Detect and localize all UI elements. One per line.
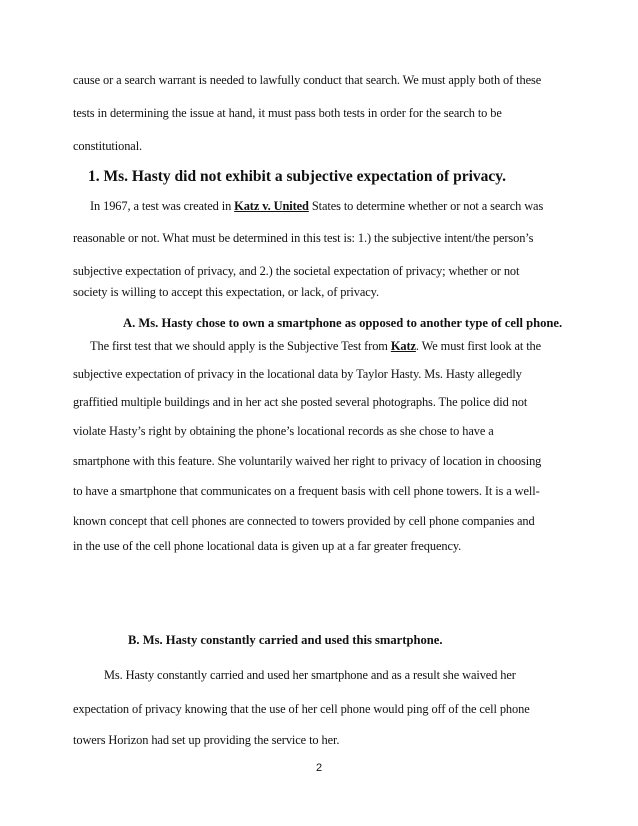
body-line: towers Horizon had set up providing the service to her. bbox=[73, 733, 340, 747]
body-line: cause or a search warrant is needed to lawfully conduct that search. We must apply both of these bbox=[73, 73, 542, 87]
body-line: Ms. Hasty constantly carried and used her smartphone and as a result she waived her bbox=[104, 668, 516, 682]
text-run: States to determine whether or not a search was bbox=[308, 199, 544, 213]
body-line: graffitied multiple buildings and in her act she posted several photographs. The police did not bbox=[73, 395, 528, 409]
subsection-heading: B. Ms. Hasty constantly carried and used this smartphone. bbox=[128, 633, 443, 647]
case-citation: Katz bbox=[390, 339, 416, 353]
body-line: smartphone with this feature. She voluntarily waived her right to privacy of location in choosing bbox=[73, 454, 542, 468]
body-line bbox=[90, 339, 541, 354]
body-line bbox=[90, 199, 543, 214]
case-citation: Katz v. United bbox=[234, 199, 309, 213]
body-line: society is willing to accept this expectation, or lack, of privacy. bbox=[73, 285, 379, 299]
body-line: expectation of privacy knowing that the use of her cell phone would ping off of the cell phone bbox=[73, 702, 530, 716]
body-line: constitutional. bbox=[73, 139, 143, 153]
text-run: The first test that we should apply is the Subjective Test from bbox=[90, 339, 391, 353]
body-line: to have a smartphone that communicates on a frequent basis with cell phone towers. It is a well- bbox=[73, 484, 540, 498]
body-line: subjective expectation of privacy, and 2.) the societal expectation of privacy; whether or not bbox=[73, 264, 520, 278]
body-line: reasonable or not. What must be determined in this test is: 1.) the subjective intent/the person’s bbox=[73, 231, 534, 245]
page-number: 2 bbox=[315, 762, 323, 774]
body-line: violate Hasty’s right by obtaining the phone’s locational records as she chose to have a bbox=[73, 424, 494, 438]
section-heading: 1. Ms. Hasty did not exhibit a subjective expectation of privacy. bbox=[88, 168, 507, 185]
body-line: known concept that cell phones are connected to towers provided by cell phone companies and bbox=[73, 514, 535, 528]
text-run: In 1967, a test was created in bbox=[90, 199, 235, 213]
body-line: subjective expectation of privacy in the locational data by Taylor Hasty. Ms. Hasty allegedly bbox=[73, 367, 522, 381]
body-line: tests in determining the issue at hand, it must pass both tests in order for the search to be bbox=[73, 106, 502, 120]
subsection-heading: A. Ms. Hasty chose to own a smartphone as opposed to another type of cell phone. bbox=[123, 316, 563, 330]
text-run: . We must first look at the bbox=[415, 339, 542, 353]
body-line: in the use of the cell phone locational data is given up at a far greater frequency. bbox=[73, 539, 462, 553]
